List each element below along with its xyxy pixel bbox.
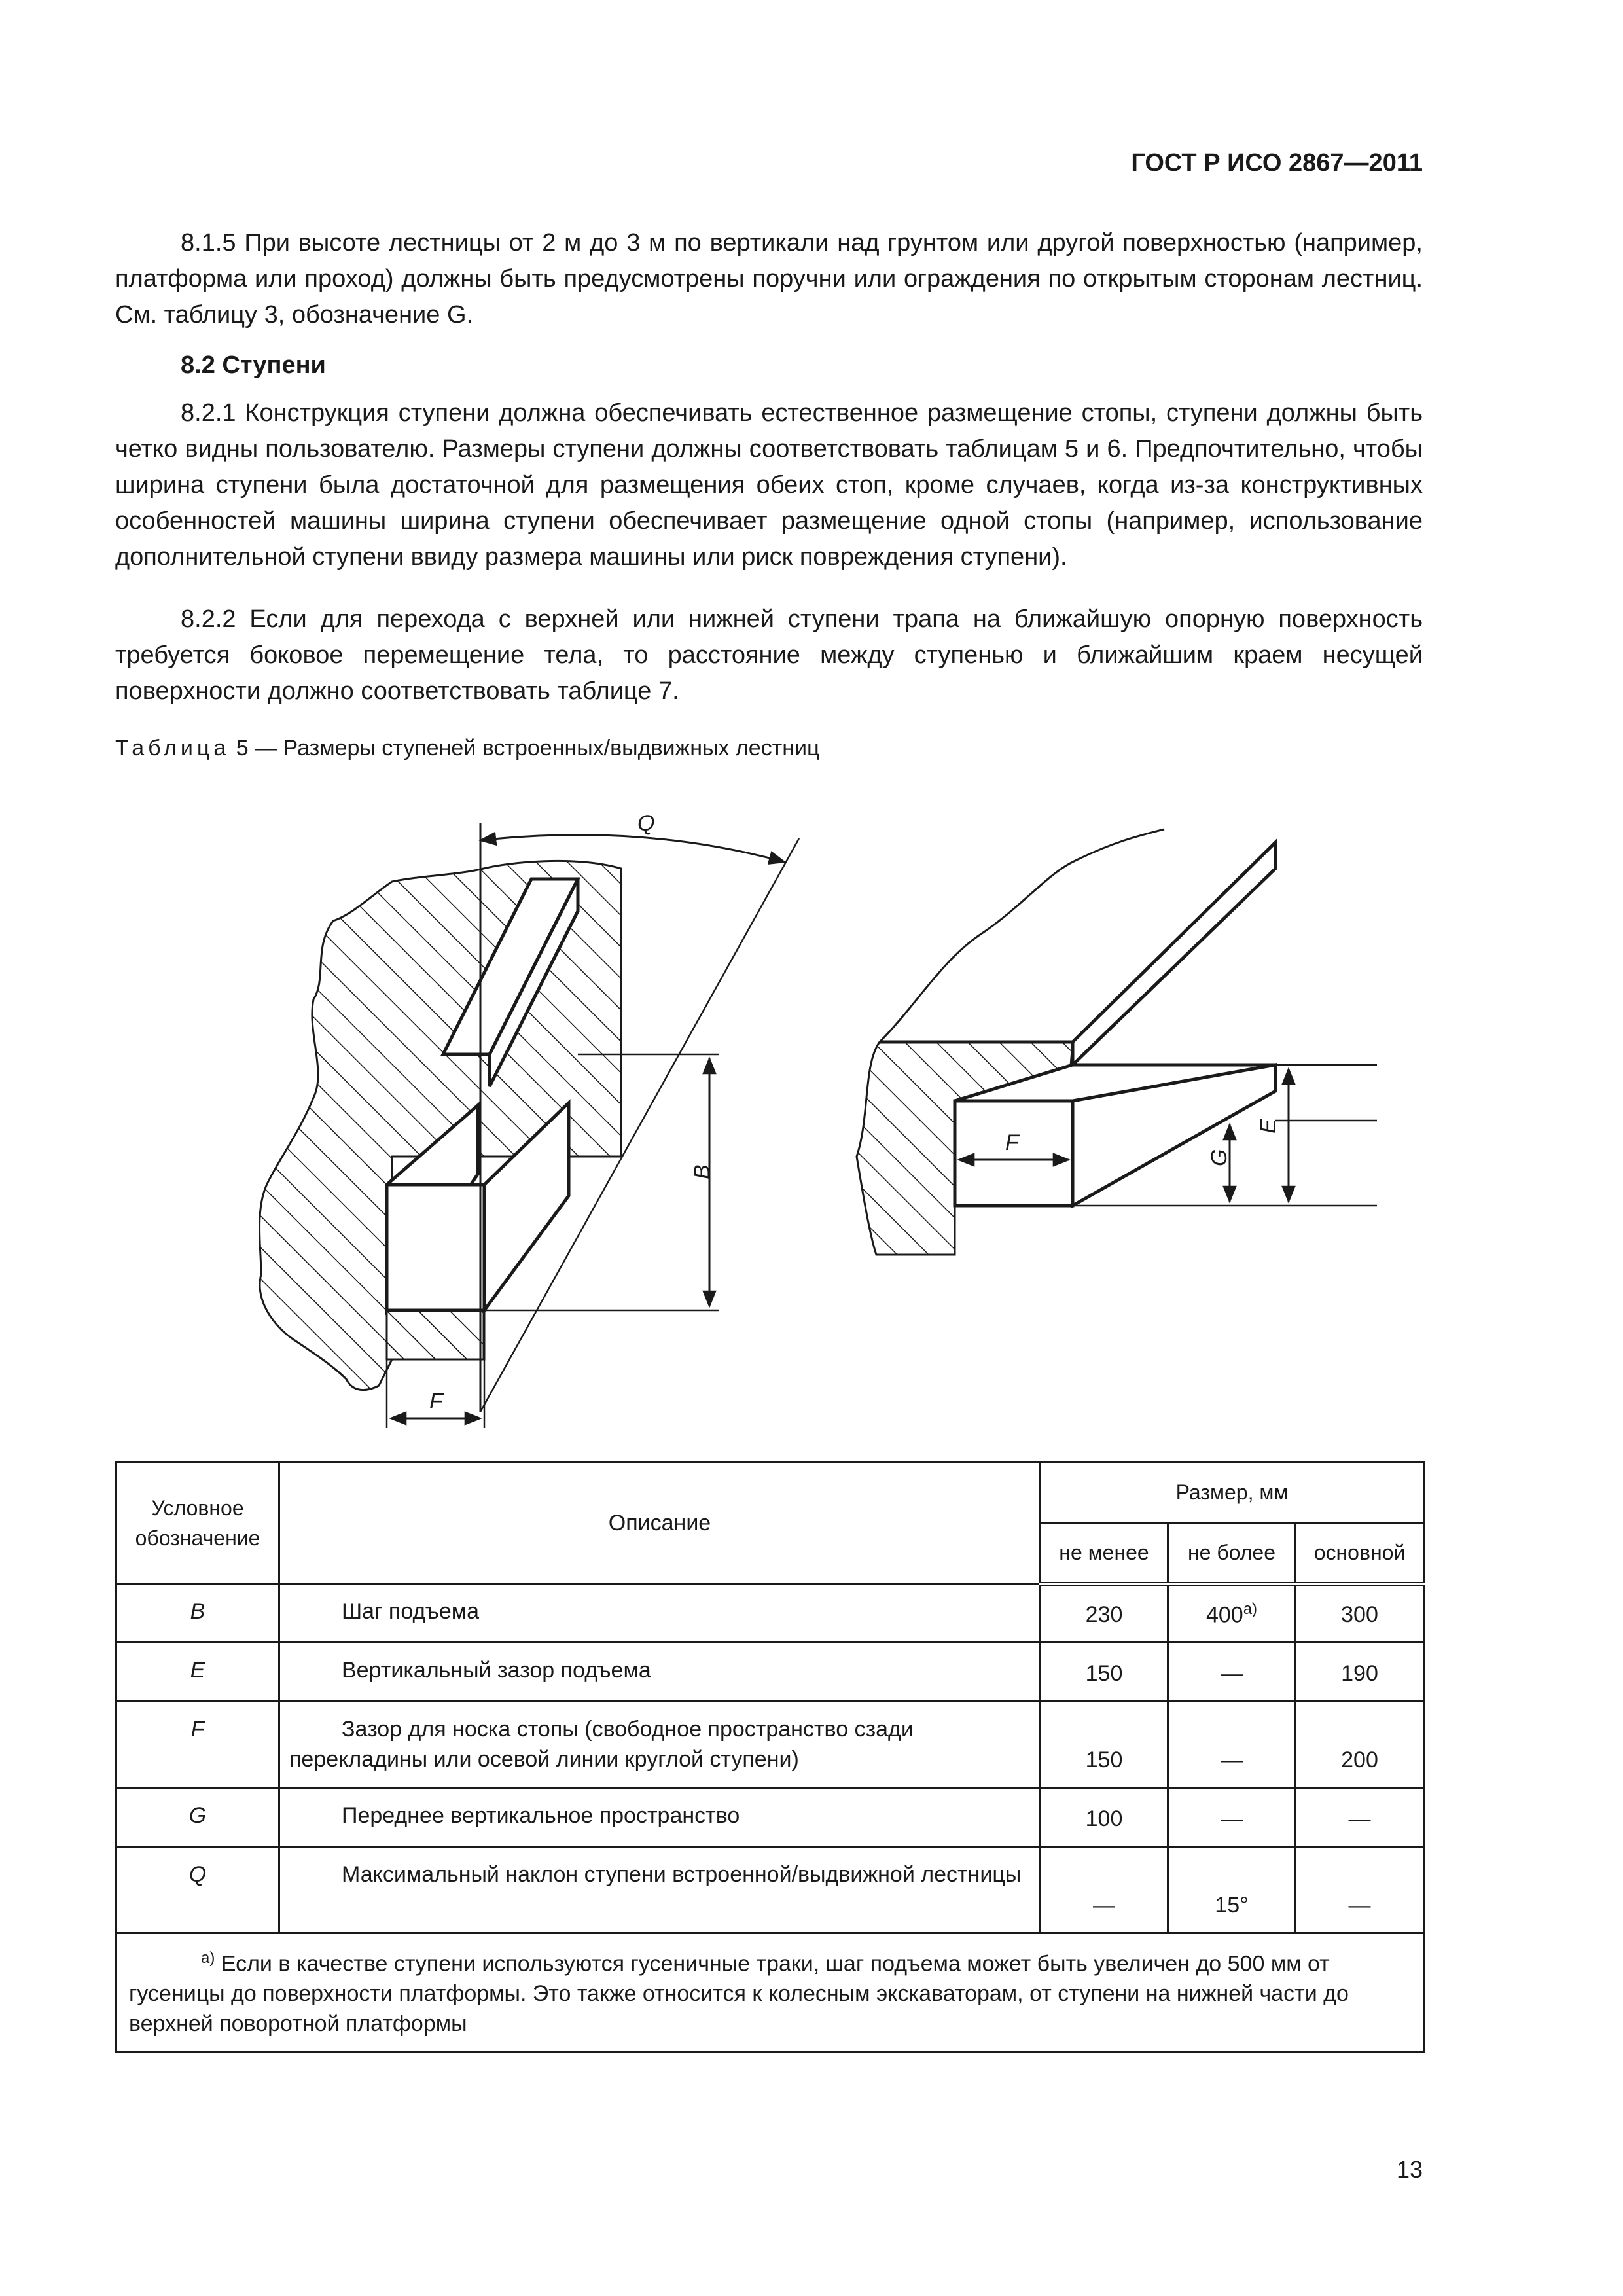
row-min: 100 [1041,1788,1168,1847]
table-row [116,1847,1424,1933]
row-min: 150 [1041,1702,1168,1788]
row-description: Вертикальный зазор подъема [279,1643,1041,1702]
page-number: 13 [1396,2156,1423,2183]
lower-step-front [387,1185,484,1310]
header-min: не менее [1041,1523,1168,1584]
row-main: — [1296,1847,1424,1933]
table-footnote [116,1933,1424,2052]
row-description: Шаг подъема [279,1584,1041,1643]
row-min: — [1041,1847,1168,1933]
step-dimensions-table [115,1461,1425,2053]
row-symbol: Q [116,1847,279,1933]
step-dimensions-figure [117,790,1421,1463]
lower-step-base [387,1310,484,1359]
label-e: E [1256,1119,1281,1134]
row-max-footnote-mark: а) [1243,1600,1258,1618]
table-caption [115,733,819,763]
label-f-right: F [1005,1130,1019,1155]
row-min: 150 [1041,1643,1168,1702]
header-symbol: Условное обозначение [116,1462,279,1584]
row-max-value: 400 [1205,1602,1243,1627]
row-max: — [1168,1702,1296,1788]
row-description: Переднее вертикальное пространство [279,1788,1041,1847]
row-max [1168,1584,1296,1643]
table-caption-label: Таблица [115,736,230,761]
row-min: 230 [1041,1584,1168,1643]
page-header-doc-id: ГОСТ Р ИСО 2867—2011 [1131,149,1423,177]
table-row [116,1643,1424,1702]
row-main: 200 [1296,1702,1424,1788]
table-header-row [116,1462,1424,1523]
header-description: Описание [279,1462,1041,1584]
table-row [116,1788,1424,1847]
row-description: Максимальный наклон ступени встроенной/выдвижной лестницы [279,1847,1041,1933]
row-max: — [1168,1643,1296,1702]
table-row [116,1584,1424,1643]
table-row [116,1702,1424,1788]
row-symbol: E [116,1643,279,1702]
header-main: основной [1296,1523,1424,1584]
label-q: Q [637,811,655,836]
label-f-left: F [429,1389,443,1414]
header-size: Размер, мм [1041,1462,1424,1523]
row-max: 15° [1168,1847,1296,1933]
angle-q-arc [480,835,785,862]
row-max: — [1168,1788,1296,1847]
upper-platform-top [1073,842,1275,1065]
table-caption-text: 5 — Размеры ступеней встроенных/выдвижных лестниц [230,736,820,761]
paragraph-8-1-5: 8.1.5 При высоте лестницы от 2 м до 3 м по вертикали над грунтом или другой поверхностью (например, платформа или проход) должны быть предусмотрены поручни или ограждения по открытым сторонам лестниц. См. таблицу 3, обозначение G. [115,229,1423,329]
step-dimensions-drawing [117,790,1421,1463]
paragraph-8-2-1: 8.2.1 Конструкция ступени должна обеспечивать естественное размещение стопы, ступени должны быть четко видны пользователю. Размеры ступени должны соответствовать таблицам 5 и 6. Предпочтительно, чтобы ширина ступени была достаточной для размещения обеих стоп, кроме случаев, когда из-за конструктивных особенностей машины ширина ступени обеспечивает размещение одной стопы (например, использование дополнительной ступени ввиду размера машины или риск повреждения ступени). [115,399,1423,571]
section-heading-8-2: 8.2 Ступени [181,351,326,379]
paragraph-8-2-2: 8.2.2 Если для перехода с верхней или нижней ступени трапа на ближайшую опорную поверхность требуется боковое перемещение тела, то расстояние между ступенью и ближайшим краем несущей поверхности должно соответствовать таблице 7. [115,605,1423,705]
row-main: 190 [1296,1643,1424,1702]
row-main: — [1296,1788,1424,1847]
row-symbol: B [116,1584,279,1643]
label-g: G [1207,1149,1232,1166]
label-b: B [690,1164,715,1179]
row-description: Зазор для носка стопы (свободное пространство сзади перекладины или осевой линии круглой ступени) [279,1702,1041,1788]
row-symbol: F [116,1702,279,1788]
footnote-text: Если в качестве ступени используются гусеничные траки, шаг подъема может быть увеличен до 500 мм от гусеницы до поверхности платформы. Это также относится к колесным экскаваторам, от ступени на нижней части до верхней поворотной платформы [129,1951,1349,2037]
row-main: 300 [1296,1584,1424,1643]
table-footnote-row [116,1933,1424,2052]
row-symbol: G [116,1788,279,1847]
header-max: не более [1168,1523,1296,1584]
footnote-mark: а) [201,1949,215,1967]
